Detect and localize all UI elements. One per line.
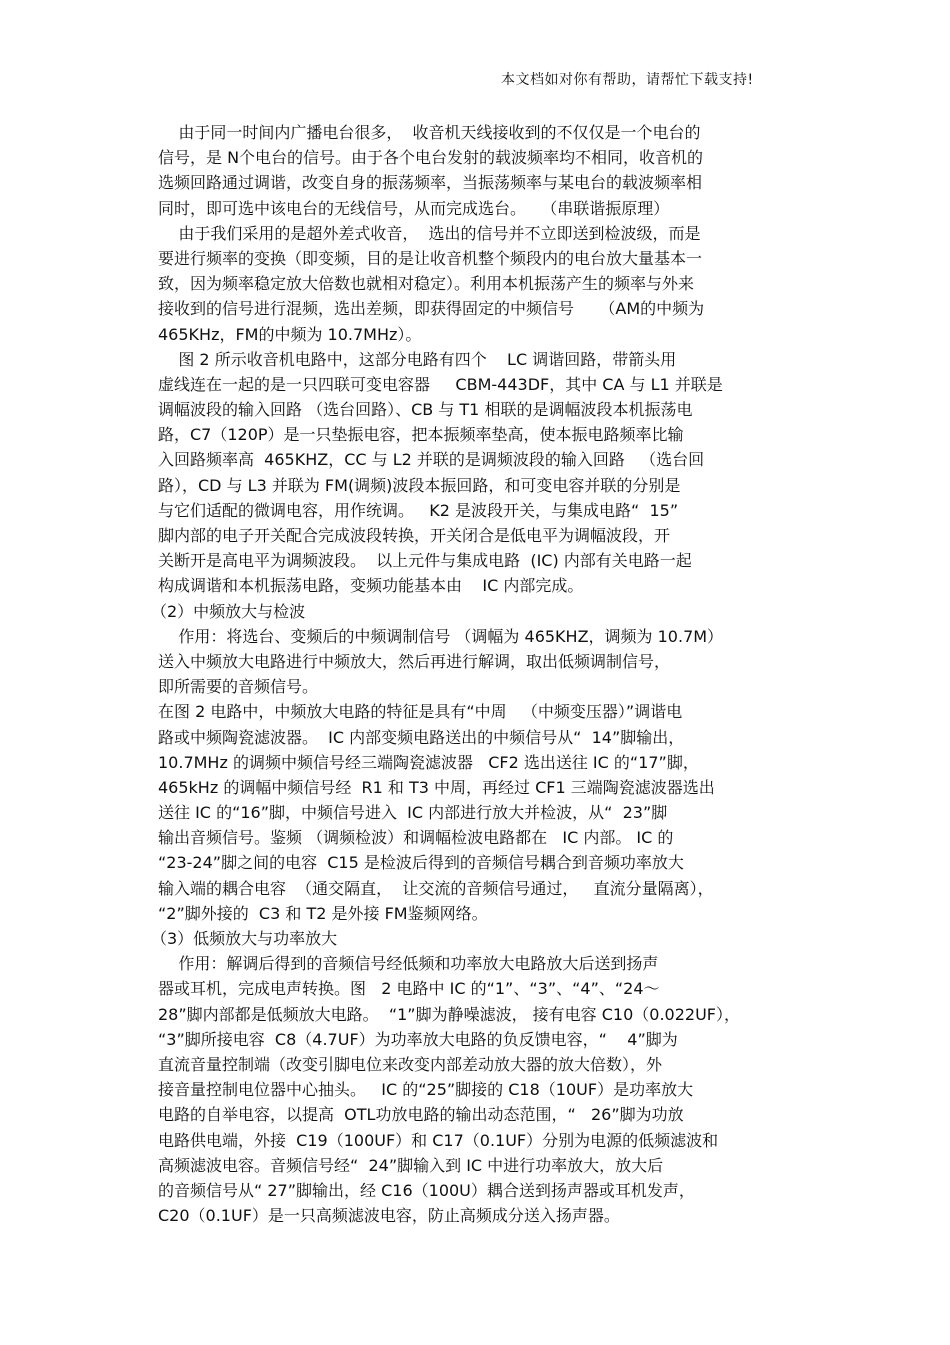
text-line: 路或中频陶瓷滤波器。 IC 内部变频电路送出的中频信号从“ 14”脚输出，	[158, 727, 685, 747]
text-line: 在图 2 电路中，中频放大电路的特征是具有“中周 （中频变压器）”调谐电	[158, 702, 683, 722]
text-line: 接收到的信号进行混频，选出差频，即获得固定的中频信号 （AM的中频为	[158, 299, 705, 319]
text-line: 465kHz 的调幅中频信号经 R1 和 T3 中周，再经过 CF1 三端陶瓷滤波器选出	[158, 777, 715, 797]
text-line: 28”脚内部都是低频放大电路。 “1”脚为静噪滤波， 接有电容 C10（0.022UF），	[158, 1004, 741, 1024]
section-heading: （3）低频放大与功率放大	[151, 929, 338, 948]
text-line: “2”脚外接的 C3 和 T2 是外接 FM鉴频网络。	[158, 903, 488, 923]
text-line: 输入端的耦合电容 （通交隔直， 让交流的音频信号通过， 直流分量隔离），	[158, 878, 714, 898]
text-line: 送往 IC 的“16”脚，中频信号进入 IC 内部进行放大并检波，从“ 23”脚	[158, 803, 668, 823]
text-line: 路），CD 与 L3 并联为 FM(调频)波段本振回路，和可变电容并联的分别是	[158, 475, 681, 495]
text-line: 调幅波段的输入回路 （选台回路）、CB 与 T1 相联的是调幅波段本机振荡电	[158, 400, 693, 420]
text-line: 要进行频率的变换（即变频，目的是让收音机整个频段内的电台放大量基本一	[158, 248, 703, 268]
text-line: 接音量控制电位器中心抽头。 IC 的“25”脚接的 C18（10UF）是功率放大	[158, 1080, 694, 1100]
text-line: 作用：将选台、变频后的中频调制信号 （调幅为 465KHZ，调频为 10.7M）	[158, 626, 724, 646]
text-line: 致，因为频率稳定放大倍数也就相对稳定）。利用本机振荡产生的频率与外来	[158, 274, 695, 294]
text-line: “3”脚所接电容 C8（4.7UF）为功率放大电路的负反馈电容，“ 4”脚为	[158, 1029, 678, 1049]
text-line: 选频回路通过调谐，改变自身的振荡频率，当振荡频率与某电台的载波频率相	[158, 173, 703, 193]
text-line: 脚内部的电子开关配合完成波段转换，开关闭合是低电平为调幅波段，开	[158, 526, 671, 545]
text-line: 作用：解调后得到的音频信号经低频和功率放大电路放大后送到扬声	[158, 954, 659, 974]
text-line: 高频滤波电容。音频信号经“ 24”脚输入到 IC 中进行功率放大，放大后	[158, 1155, 664, 1175]
document-body	[151, 120, 808, 1228]
text-line: 器或耳机，完成电声转换。图 2 电路中 IC 的“1”、“3”、“4”、“24～	[158, 979, 660, 999]
text-line: 由于同一时间内广播电台很多， 收音机天线接收到的不仅仅是一个电台的	[158, 123, 701, 142]
text-line: 输出音频信号。鉴频 （调频检波）和调幅检波电路都在 IC 内部。 IC 的	[158, 828, 674, 848]
text-line: C20（0.1UF）是一只高频滤波电容，防止高频成分送入扬声器。	[158, 1206, 620, 1226]
text-line: 虚线连在一起的是一只四联可变电容器 CBM-443DF，其中 CA 与 L1 并联是	[158, 374, 723, 394]
text-line: 同时，即可选中该电台的无线信号，从而完成选台。 （串联谐振原理）	[158, 198, 670, 218]
text-line: 即所需要的音频信号。	[158, 677, 319, 697]
text-line: 路，C7（120P）是一只垫振电容，把本振频率垫高，使本振电路频率比输	[158, 425, 684, 445]
text-line: 关断开是高电平为调频波段。 以上元件与集成电路 (IC) 内部有关电路一起	[158, 551, 692, 571]
text-line: 与它们适配的微调电容，用作统调。 K2 是波段开关，与集成电路“ 15”	[158, 500, 679, 520]
text-line: 图 2 所示收音机电路中，这部分电路有四个 LC 调谐回路，带箭头用	[158, 349, 677, 369]
text-line: 送入中频放大电路进行中频放大，然后再进行解调，取出低频调制信号，	[158, 651, 671, 671]
text-line: 电路的自举电容，以提高 OTL功放电路的输出动态范围，“ 26”脚为功放	[158, 1105, 684, 1125]
text-line: “23-24”脚之间的电容 C15 是检波后得到的音频信号耦合到音频功率放大	[158, 853, 684, 873]
text-line: 电路供电端，外接 C19（100UF）和 C17（0.1UF）分别为电源的低频滤波和	[158, 1130, 719, 1150]
text-line: 的音频信号从“ 27”脚输出，经 C16（100U）耦合送到扬声器或耳机发声，	[158, 1180, 695, 1200]
page-header: 本文档如对你有帮助，请帮忙下载支持!	[501, 72, 754, 88]
text-line: 入回路频率高 465KHZ，CC 与 L2 并联的是调频波段的输入回路 （选台回	[158, 450, 705, 470]
text-line: 直流音量控制端（改变引脚电位来改变内部差动放大器的放大倍数），外	[158, 1054, 663, 1074]
text-line: 由于我们采用的是超外差式收音， 选出的信号并不立即送到检波级，而是	[158, 223, 701, 243]
text-line: 构成调谐和本机振荡电路，变频功能基本由 IC 内部完成。	[158, 576, 584, 596]
text-line: 465KHz，FM的中频为 10.7MHz）。	[158, 324, 422, 344]
text-line: 信号，是 N个电台的信号。由于各个电台发射的载波频率均不相同，收音机的	[158, 148, 704, 168]
text-line: 10.7MHz 的调频中频信号经三端陶瓷滤波器 CF2 选出送往 IC 的“17”脚，	[158, 752, 699, 772]
section-heading: （2）中频放大与检波	[151, 601, 306, 621]
